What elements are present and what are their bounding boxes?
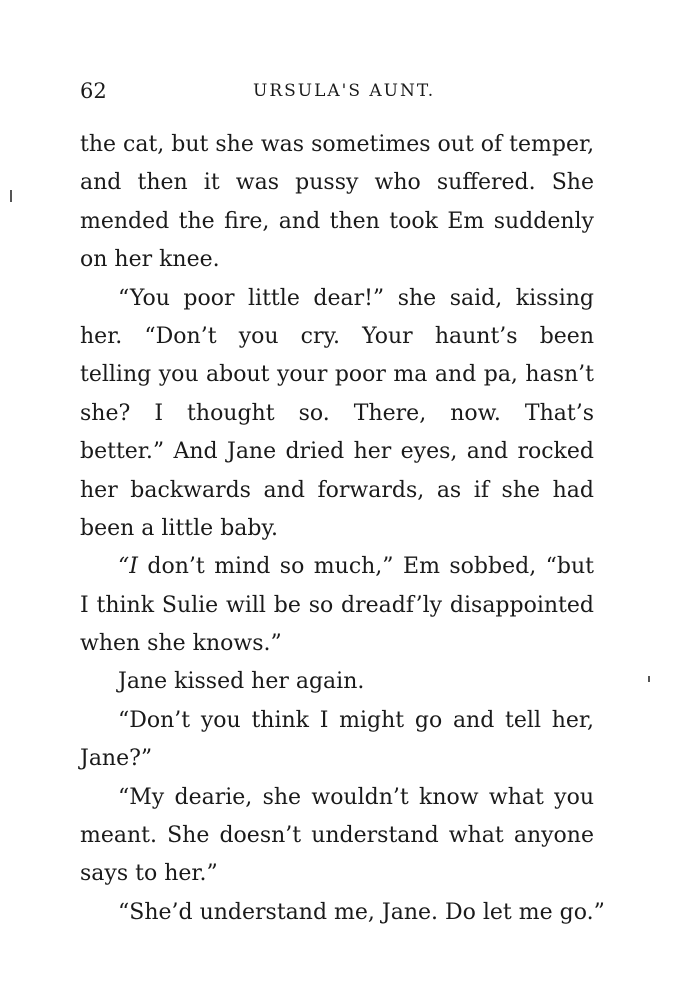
text-line: Jane kissed her again. — [118, 669, 365, 695]
page-header — [80, 76, 594, 106]
text-line: meant. She doesn’t understand what anyone — [80, 823, 594, 849]
running-title: URSULA'S AUNT. — [253, 81, 436, 101]
text-line: the cat, but she was sometimes out of temper, — [80, 132, 595, 157]
text-line: Jane?” — [80, 746, 153, 772]
text-line: her backwards and forwards, as if she had — [80, 477, 594, 503]
text-line: been a little baby. — [80, 515, 278, 541]
text-line: better.” And Jane dried her eyes, and rocked — [80, 439, 594, 465]
margin-speck — [10, 190, 12, 202]
text-line-italic-i — [80, 548, 594, 586]
text-line: when she knows.” — [80, 631, 282, 657]
text-line: I think Sulie will be so dreadf’ly disappointed — [80, 592, 594, 618]
text-line: she? I thought so. There, now. That’s — [80, 400, 594, 426]
text-line: her. “Don’t you cry. Your haunt’s been — [80, 323, 594, 349]
text-line: mended the fire, and then took Em suddenly — [80, 208, 594, 234]
page-number: 62 — [80, 79, 107, 103]
text-line: “Don’t you think I might go and tell her, — [118, 707, 594, 733]
text-line: “You poor little dear!” she said, kissing — [118, 285, 594, 311]
text-line: “My dearie, she wouldn’t know what you — [118, 784, 594, 810]
margin-speck — [648, 676, 650, 682]
text-line-rest: don’t mind so much,” Em sobbed, “but — [137, 554, 594, 580]
body-text — [80, 126, 605, 932]
text-line: telling you about your poor ma and pa, hasn’t — [80, 362, 594, 388]
text-line: “She’d understand me, Jane. Do let me go.” — [118, 899, 605, 925]
text-line: on her knee. — [80, 247, 220, 273]
italic-i: “I — [118, 554, 138, 580]
text-line: says to her.” — [80, 861, 218, 887]
text-line: and then it was pussy who suffered. She — [80, 170, 594, 196]
